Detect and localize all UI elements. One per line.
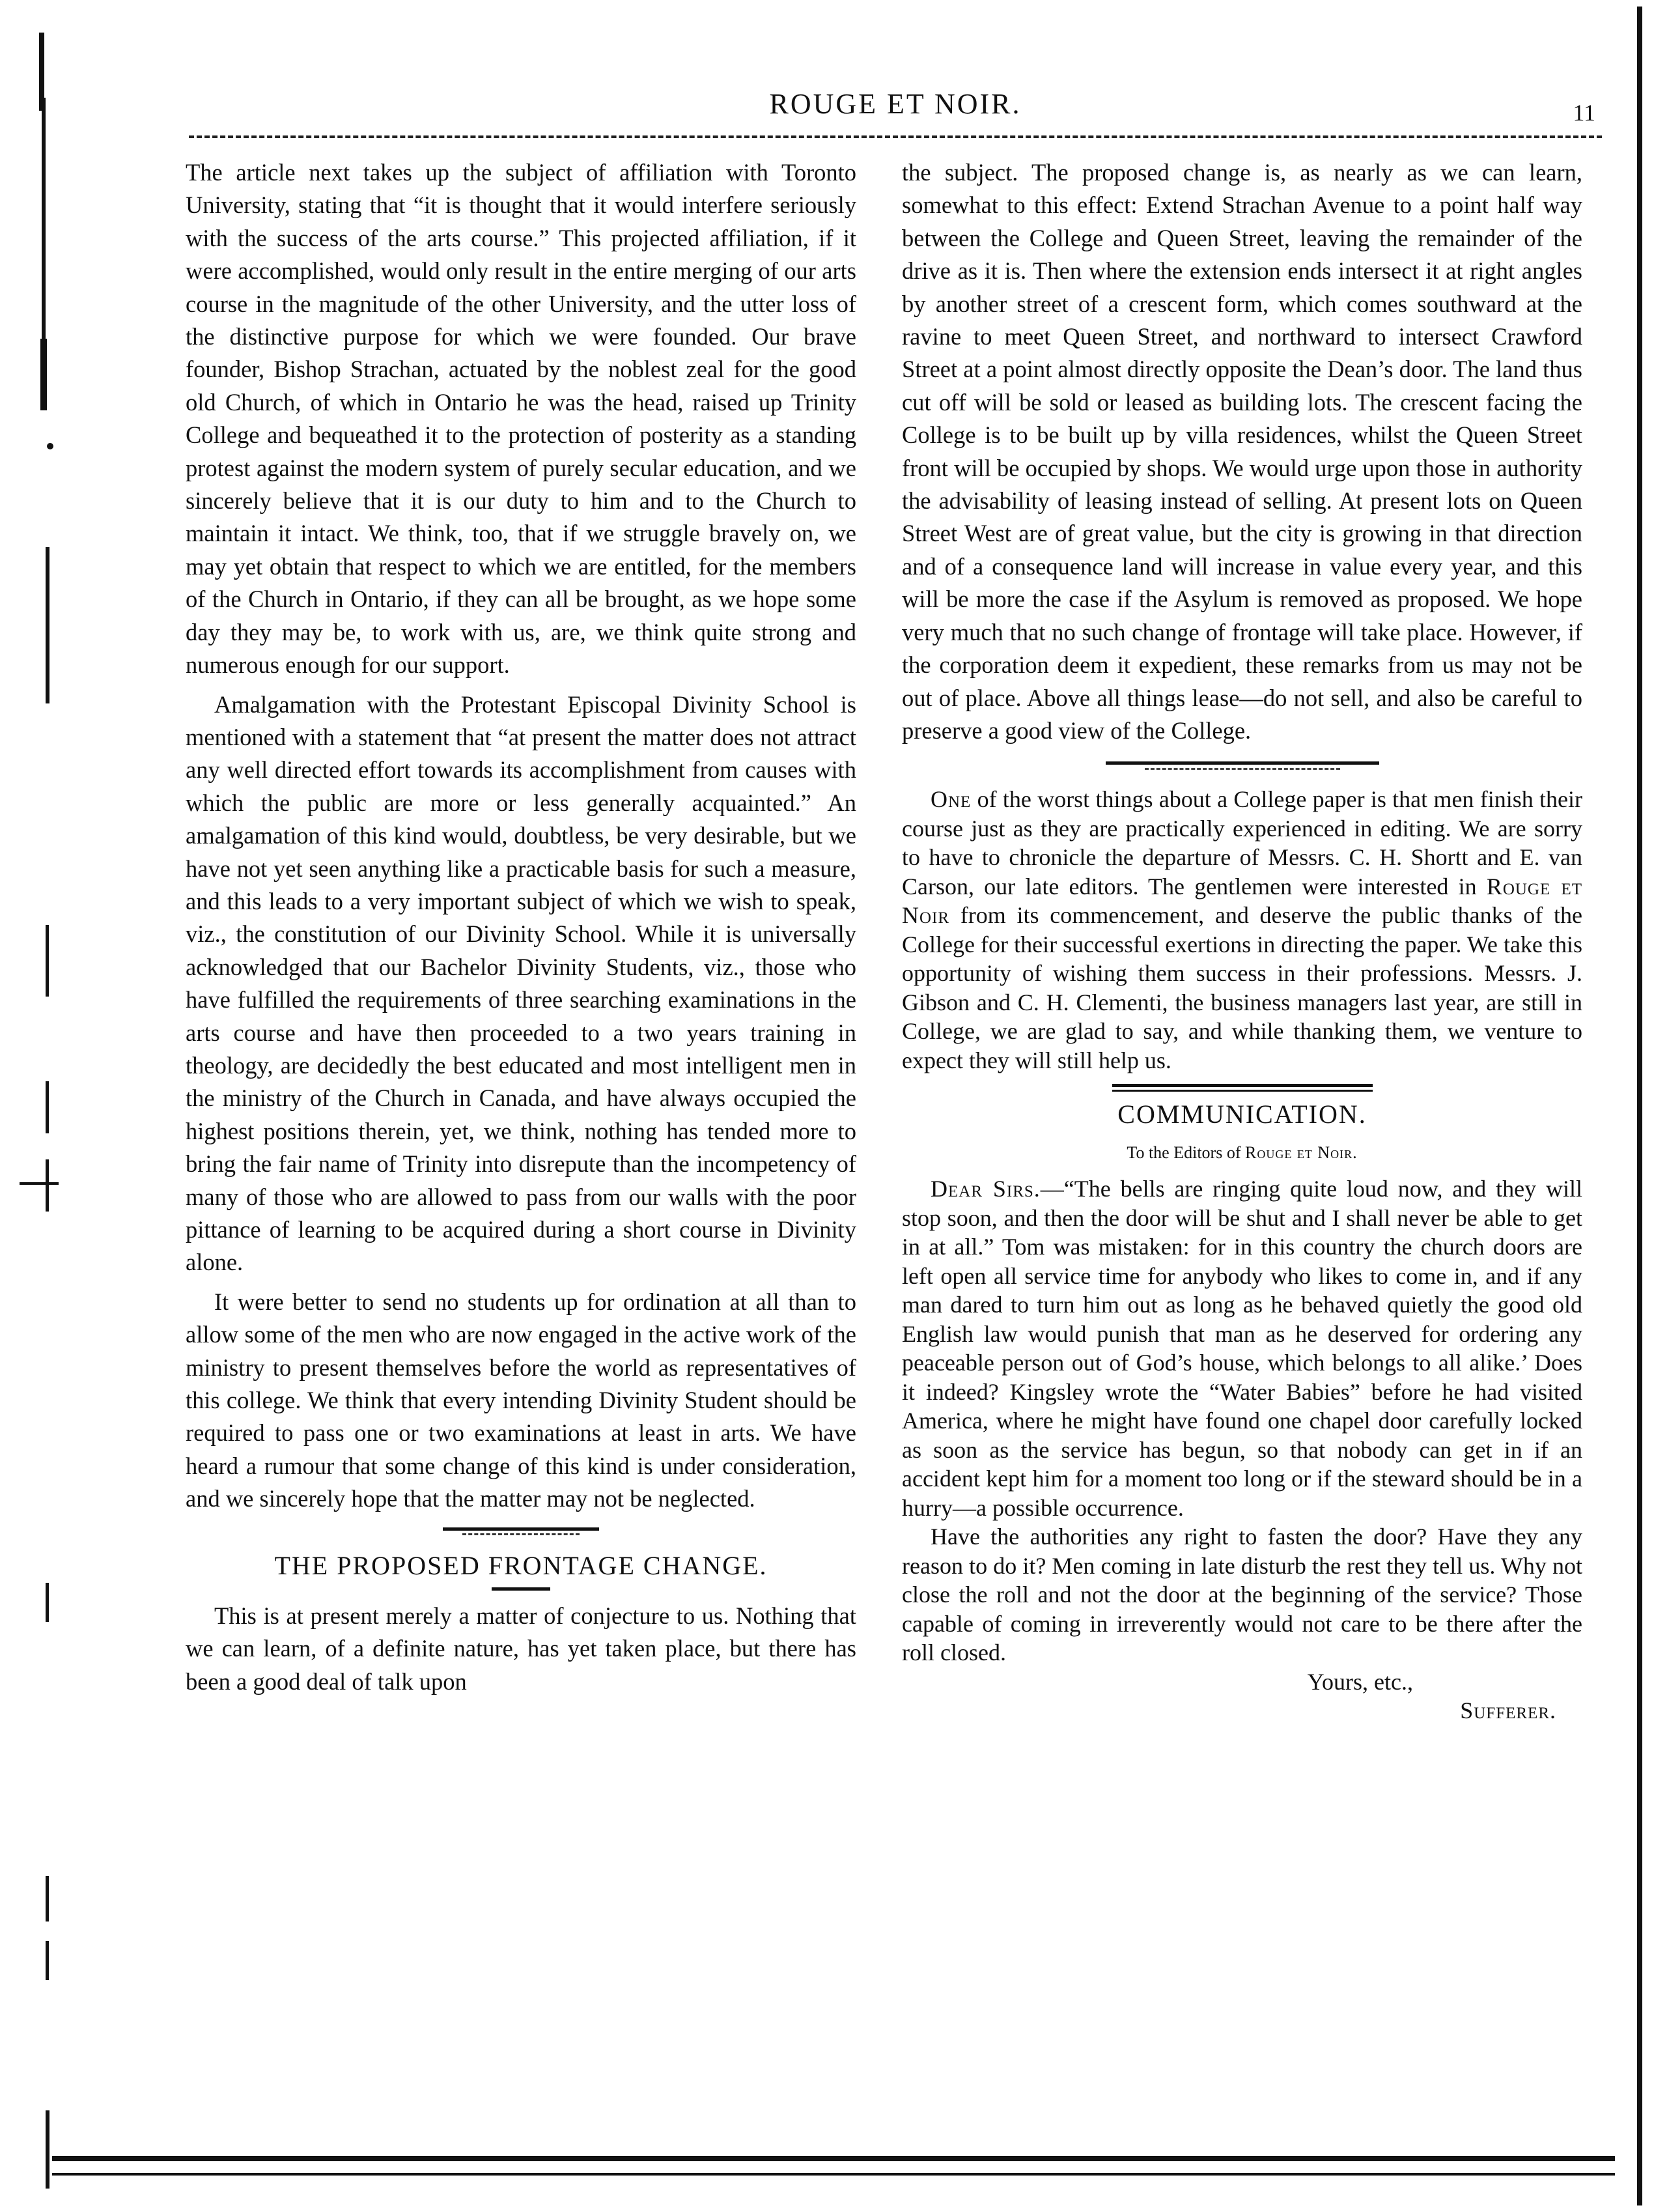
frontage-paragraph: This is at present merely a matter of conjecture to us. Nothing that we can learn, of a definite nature, has yet taken place, but there has been a good deal of talk upon <box>186 1602 856 1695</box>
amalgamation-paragraph: Amalgamation with the Protestant Episcopal Divinity School is mentioned with a statement that “at present the matter does not attract any well directed effort towards its accomplishment from causes with which the public are more or less generally acquainted.” An amalgamation of this kind would, doubtless, be very desirable, but we have not yet seen anything like a practicable basis for such a measure, and this leads to a very important subject of which we wish to speak, viz., the constitution of our Divinity School. While it is universally acknowledged that our Bachelor Divinity Students, viz., those who have fulfilled the requirements of three searching examinations in the arts course and have then proceeded to a two years training in theology, are decidedly the best educated and most intelligent men in the ministry of the Church in Canada, and have always occupied the highest positions therein, yet, we think, nothing has tended more to bring the fair name of Trinity into disrepute than the incompetency of many of those who are allowed to pass from our walls with the poor pittance of learning to be acquired during a short course in Divinity alone. <box>186 690 856 1276</box>
scan-margin-mark <box>47 443 53 449</box>
ordination-paragraph: It were better to send no students up for ordination at all than to allow some of the men who are now engaged in the active work of the ministry to present themselves before the world as representatives of this college. We think that every intending Divinity Student should be required to pass one or two examinations at least in arts. We have heard a rumour that some change of this kind is under consideration, and we sincerely hope that the matter may not be neglected. <box>186 1288 856 1512</box>
page-title: ROUGE ET NOIR. <box>769 88 1022 120</box>
scan-margin-mark <box>46 547 49 703</box>
letter-signature: Sufferer. <box>1460 1697 1556 1724</box>
editors-text: of the worst things about a College paper is that men finish their course just as they are practically experienced in editing. We are sorry to have to chronicle the departure of Messrs. C. H. Shortt and E. van Carson, our late editors. The gentlemen were interested in <box>902 786 1582 900</box>
scan-margin-mark <box>46 1876 49 1921</box>
section-divider <box>1106 761 1379 772</box>
scan-margin-mark <box>40 339 47 410</box>
paper-name: Rouge et Noir <box>902 873 1582 929</box>
heading-underline <box>492 1587 550 1591</box>
bottom-rule <box>52 2173 1615 2176</box>
scan-margin-mark <box>46 1941 49 1980</box>
addressee-prefix: To the Editors of <box>1127 1142 1245 1162</box>
page-right-edge <box>1637 7 1642 2205</box>
affiliation-paragraph: The article next takes up the subject of affiliation with Toronto University, stating that “it is thought that it would interfere seriously with the success of the arts course.” This projected affiliation, if it were accomplished, would only result in the entire merging of our arts course in the magnitude of the other University, and the utter loss of the distinctive purpose for which we were founded. Our brave founder, Bishop Strachan, actuated by the noblest zeal for the good old Church, of which in Ontario he was the head, raised up Trinity College and bequeathed it to the protection of posterity as a standing protest against the modern system of purely secular education, and we sincerely believe that it is our duty to him and to the Church to maintain it intact. We think, too, that if we struggle bravely on, we may yet obtain that respect to which we are entitled, for the members of the Church in Ontario, if they can all be brought, as we hope some day they may be, to work with us, are, we think quite strong and numerous enough for our support. <box>186 159 856 679</box>
scan-margin-mark <box>46 2110 49 2189</box>
scan-margin-mark <box>46 1583 49 1622</box>
editors-lead-word: One <box>931 786 972 813</box>
letter-closing: Yours, etc., <box>1307 1668 1413 1695</box>
section-divider <box>1112 1084 1373 1093</box>
letter-salutation: Dear Sirs. <box>931 1176 1041 1202</box>
scan-margin-mark <box>20 1182 59 1185</box>
left-column <box>186 156 856 1698</box>
letter-text: —“The bells are ringing quite loud now, and they will stop soon, and then the door will be shut and I shall never be able to get in at all.” Tom was mistaken: for in this country the church doors are left open all service time for anybody who likes to come in, and if any man dared to turn him out as long as he behaved quietly the good old English law would punish that man as he deserved for ordering any peaceable person out of God’s house, which belongs to all alike.’ Does it indeed? Kingsley wrote the “Water Babies” before he had visited America, where he might have found one chapel door carefully locked as soon as the service has begun, so that nobody can get in if an accident kept him for a moment too long or if the steward should be in a hurry—a possible occurrence. <box>902 1176 1582 1521</box>
editors-paragraph <box>902 785 1582 1075</box>
editors-text: from its commencement, and deserve the public thanks of the College for their successful exertions in directing the paper. We take this opportunity of wishing them success in their professions. Messrs. J. Gibson and C. H. Clementi, the business managers last year, are still in College, we are glad to say, and while thanking them, we venture to expect they will still help us. <box>902 902 1582 1073</box>
scan-margin-mark <box>42 98 46 345</box>
frontage-continuation: the subject. The proposed change is, as nearly as we can learn, somewhat to this effect: Extend Strachan Avenue to a point half way between the College and Queen Street, leaving the remainder of the drive as it is. Then where the extension ends intersect it at right angles by another street of a crescent form, which comes southward at the ravine to meet Queen Street, and northward to intersect Crawford Street at a point almost directly opposite the Dean’s door. The land thus cut off will be sold or leased as building lots. The crescent facing the College is to be built up by villa residences, whilst the Queen Street front will be occupied by shops. We would urge upon those in authority the advisability of leasing instead of selling. At present lots on Queen Street West are of great value, but the city is growing in that direction and of a consequence land will increase in value every year, and this will be more the case if the Asylum is removed as proposed. We hope very much that no such change of frontage will take place. However, if the corporation deem it expedient, these remarks from us may not be out of place. Above all things lease—do not sell, and also be careful to preserve a good view of the College. <box>902 159 1582 744</box>
addressee-line <box>902 1137 1582 1169</box>
section-divider <box>443 1527 599 1537</box>
header-rule <box>189 135 1602 138</box>
communication-heading: COMMUNICATION. <box>1117 1099 1367 1129</box>
bottom-rule <box>52 2156 1615 2161</box>
addressee-name: Rouge et Noir. <box>1244 1142 1358 1162</box>
scan-margin-mark <box>46 925 49 997</box>
page-header <box>195 85 1595 130</box>
right-column <box>902 156 1582 1725</box>
page-number: 11 <box>1573 100 1595 126</box>
frontage-heading: THE PROPOSED FRONTAGE CHANGE. <box>274 1550 768 1580</box>
letter-paragraph: Have the authorities any right to fasten the door? Have they any reason to do it? Men coming in late disturb the rest they tell us. Why not close the roll and not the door at the beginning of the service? Those capable of coming in irreverently would not care to be there after the roll closed. <box>902 1524 1582 1666</box>
letter-paragraph <box>902 1174 1582 1522</box>
scan-margin-mark <box>46 1081 49 1133</box>
scan-margin-mark <box>46 1159 49 1212</box>
